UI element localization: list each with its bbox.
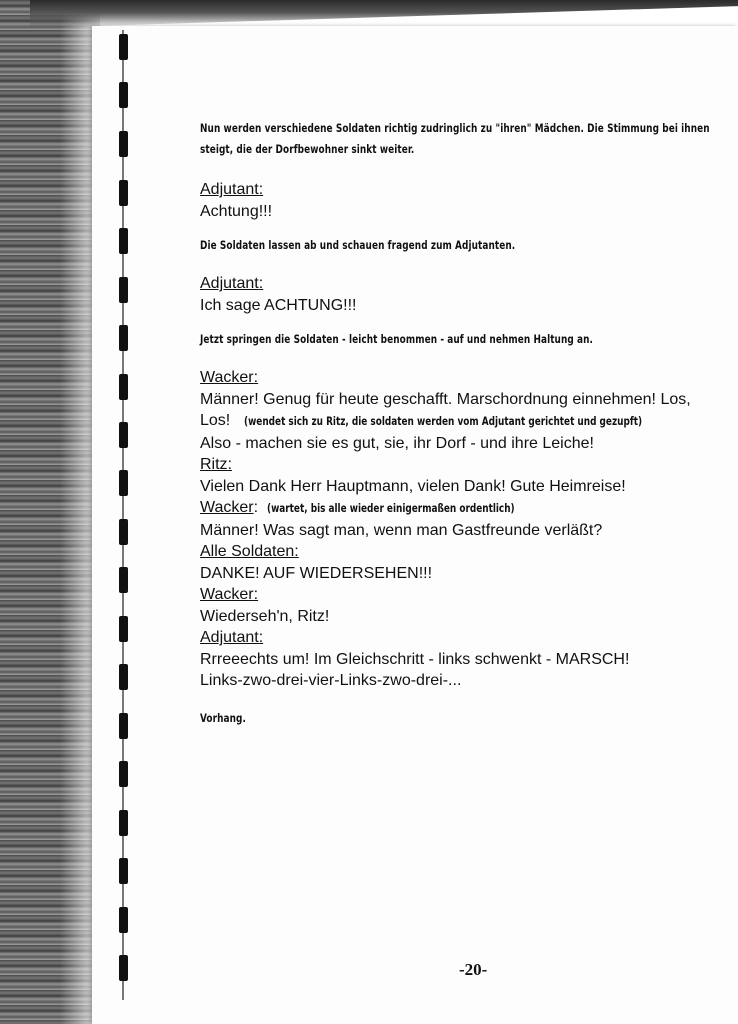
speaker-name: Adjutant: xyxy=(200,181,264,198)
dialogue-line: Männer! Was sagt man, wenn man Gastfreunde verläßt? xyxy=(200,521,603,539)
binding-hole xyxy=(119,277,128,303)
inline-stage-direction: (wartet, bis alle wieder einigermaßen ordentlich) xyxy=(266,501,515,515)
binding-hole xyxy=(119,374,128,400)
binding-hole xyxy=(119,422,128,448)
dialogue-line: Achtung!!! xyxy=(200,202,273,220)
binding-hole xyxy=(119,810,128,836)
binding-hole xyxy=(119,616,128,642)
binding-hole xyxy=(119,955,128,981)
speaker-name: Wacker: xyxy=(200,586,259,603)
binding-hole xyxy=(119,82,128,108)
script-content xyxy=(200,118,730,729)
dialogue-line: Also - machen sie es gut, sie, ihr Dorf - und ihre Leiche! xyxy=(200,434,594,452)
dialogue-line: Vielen Dank Herr Hauptmann, vielen Dank! Gute Heimreise! xyxy=(200,477,626,495)
binding-hole xyxy=(119,519,128,545)
dialogue-line: Wiederseh'n, Ritz! xyxy=(200,607,330,625)
dialogue-line: Rrreeechts um! Im Gleichschritt - links schwenkt - MARSCH! xyxy=(200,650,630,668)
speaker-name: Adjutant: xyxy=(200,629,264,646)
binding-hole xyxy=(119,34,128,60)
dialogue-line: Männer! Genug für heute geschafft. Marschordnung einnehmen! Los, xyxy=(200,390,691,408)
binding-hole xyxy=(119,567,128,593)
speaker-name: Wacker xyxy=(200,499,254,516)
binding-hole xyxy=(119,325,128,351)
stage-direction: Nun werden verschiedene Soldaten richtig zudringlich zu "ihren" Mädchen. Die Stimmung bei ihnen steigt, die der Dorfbewohner sinkt weiter. xyxy=(200,121,710,156)
binding-spine xyxy=(122,30,124,1000)
speaker-name: Wacker: xyxy=(200,369,259,386)
binding-hole xyxy=(119,761,128,787)
binding-hole xyxy=(119,131,128,157)
binding-hole xyxy=(119,664,128,690)
stage-direction: Die Soldaten lassen ab und schauen fragend zum Adjutanten. xyxy=(200,238,516,252)
binding-hole xyxy=(119,180,128,206)
stage-direction: Vorhang. xyxy=(200,710,246,725)
dialogue-line: Los! (wendet sich zu Ritz, die soldaten werden vom Adjutant gerichtet und gezupft) xyxy=(200,410,730,433)
stage-direction: Jetzt springen die Soldaten - leicht benommen - auf und nehmen Haltung an. xyxy=(200,332,594,346)
speaker-name: Ritz: xyxy=(200,456,233,473)
dialogue-line: Links-zwo-drei-vier-Links-zwo-drei-... xyxy=(200,672,462,689)
speaker-name: Alle Soldaten: xyxy=(200,543,299,560)
binding-hole xyxy=(119,858,128,884)
binding-hole xyxy=(119,228,128,254)
dialogue-line: DANKE! AUF WIEDERSEHEN!!! xyxy=(200,564,433,582)
binding-hole xyxy=(119,470,128,496)
inline-stage-direction: (wendet sich zu Ritz, die soldaten werden vom Adjutant gerichtet und gezupft) xyxy=(243,414,642,428)
binding-hole xyxy=(119,713,128,739)
speaker-name: Adjutant: xyxy=(200,275,264,292)
speaker-line-with-direction: Wacker: (wartet, bis alle wieder einigermaßen ordentlich) xyxy=(200,497,730,520)
binding-hole xyxy=(119,907,128,933)
page-number: -20- xyxy=(459,960,488,979)
dialogue-line: Ich sage ACHTUNG!!! xyxy=(200,296,357,314)
scanner-shadow-top xyxy=(30,0,738,28)
